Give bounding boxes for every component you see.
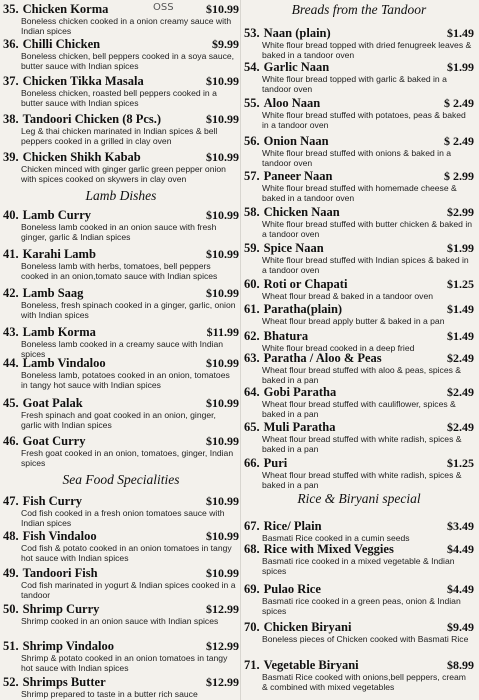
menu-item xyxy=(3,675,239,700)
menu-item-name xyxy=(244,351,382,366)
menu-item-number: 39. xyxy=(3,150,19,164)
menu-item-price: $2.49 xyxy=(447,351,474,365)
menu-item-price: $10.99 xyxy=(206,74,239,88)
menu-item-number: 42. xyxy=(3,286,19,300)
menu-item-title: Aloo Naan xyxy=(263,96,321,110)
menu-item-description: Wheat flour bread stuffed with cauliflower, spices & baked in a pan xyxy=(262,399,456,419)
menu-item xyxy=(3,566,239,600)
menu-item-number: 52. xyxy=(3,675,19,689)
menu-item-header xyxy=(244,96,474,111)
menu-item-name xyxy=(244,96,320,111)
menu-item-number: 56. xyxy=(244,134,260,148)
menu-item-price: $9.49 xyxy=(447,620,474,634)
menu-item-number: 36. xyxy=(3,37,19,51)
menu-item-header xyxy=(3,247,239,262)
menu-item-name xyxy=(3,566,98,581)
menu-item-price: $12.99 xyxy=(206,639,239,653)
menu-item-price: $11.99 xyxy=(206,325,239,339)
menu-item-price: $10.99 xyxy=(206,286,239,300)
menu-item xyxy=(244,329,474,354)
section-title-rice-biryani: Rice & Biryani special xyxy=(297,491,421,506)
menu-item-number: 59. xyxy=(244,241,260,255)
menu-item-number: 40. xyxy=(3,208,19,222)
menu-item-header xyxy=(244,351,474,366)
menu-item xyxy=(3,74,239,108)
menu-item-name xyxy=(3,286,83,301)
menu-item xyxy=(244,277,474,302)
menu-item-description: White flour bread stuffed with Indian spices & baked in a tandoor oven xyxy=(262,255,469,275)
menu-item-price: $12.99 xyxy=(206,675,239,689)
menu-item-price: $ 2.49 xyxy=(444,134,474,148)
menu-item xyxy=(244,134,474,168)
menu-item xyxy=(3,286,239,320)
menu-item-price: $12.99 xyxy=(206,602,239,616)
menu-item-name xyxy=(244,26,331,41)
menu-item-price: $10.99 xyxy=(206,2,239,16)
menu-item-description: Boneless, fresh spinach cooked in a ginger, garlic, onion with Indian spices xyxy=(21,300,236,320)
menu-item-header xyxy=(3,494,239,509)
menu-item-title: Fish Vindaloo xyxy=(22,529,97,543)
menu-item-title: Onion Naan xyxy=(263,134,329,148)
menu-item-header xyxy=(3,2,239,17)
menu-item xyxy=(3,112,239,146)
menu-item xyxy=(244,96,474,130)
menu-item-title: Shrimp Vindaloo xyxy=(22,639,114,653)
menu-item-name xyxy=(244,241,324,256)
menu-item-title: Spice Naan xyxy=(263,241,324,255)
menu-item-price: $10.99 xyxy=(206,494,239,508)
menu-item-number: 48. xyxy=(3,529,19,543)
menu-item-title: Chicken Tikka Masala xyxy=(22,74,144,88)
menu-item-name xyxy=(3,325,96,340)
menu-item-header xyxy=(3,286,239,301)
menu-item-name xyxy=(3,247,96,262)
menu-item-title: Karahi Lamb xyxy=(22,247,96,261)
menu-item-header xyxy=(3,112,239,127)
menu-item-number: 65. xyxy=(244,420,260,434)
menu-item-price: $1.25 xyxy=(447,277,474,291)
menu-item-header xyxy=(244,169,474,184)
menu-item xyxy=(3,602,239,627)
menu-item-description: Basmati rice cooked in a green peas, onion & Indian spices xyxy=(262,596,461,616)
menu-item-description: Boneless lamb, potatoes cooked in an onion, tomatoes in tangy hot sauce with Indian spices xyxy=(21,370,230,390)
menu-item-price: $ 2.99 xyxy=(444,169,474,183)
menu-item-description: White flour bread stuffed with potatoes, peas & baked in a tandoor oven xyxy=(262,110,466,130)
menu-item xyxy=(244,542,474,576)
menu-item-price: $10.99 xyxy=(206,208,239,222)
menu-item-name xyxy=(3,74,144,89)
menu-item-price: $4.49 xyxy=(447,582,474,596)
menu-item-header xyxy=(3,37,239,52)
menu-item-title: Rice/ Plain xyxy=(263,519,322,533)
menu-item xyxy=(3,325,239,359)
menu-item-name xyxy=(3,494,82,509)
menu-item-name xyxy=(244,620,352,635)
menu-item-name xyxy=(3,602,99,617)
menu-item-title: Lamb Curry xyxy=(22,208,92,222)
menu-item-title: Goat Palak xyxy=(22,396,83,410)
handwritten-note: OSS xyxy=(153,2,174,13)
menu-item-title: Lamb Saag xyxy=(22,286,84,300)
menu-item-description: Fresh goat cooked in an onion, tomatoes, ginger, Indian spices xyxy=(21,448,234,468)
menu-item-title: Bhatura xyxy=(263,329,309,343)
menu-item-title: Chicken Biryani xyxy=(263,620,352,634)
menu-item-name xyxy=(244,60,329,75)
menu-item-description: Boneless lamb cooked in a creamy sauce with Indian spices xyxy=(21,339,224,359)
menu-item-price: $2.49 xyxy=(447,420,474,434)
menu-item-header xyxy=(3,150,239,165)
menu-item xyxy=(244,519,474,544)
menu-item-header xyxy=(244,519,474,534)
menu-item-title: Shrimp Curry xyxy=(22,602,100,616)
menu-item-description: Fresh spinach and goat cooked in an onion, ginger, garlic with Indian spices xyxy=(21,410,216,430)
menu-item-number: 55. xyxy=(244,96,260,110)
menu-item-price: $10.99 xyxy=(206,434,239,448)
menu-item-name xyxy=(244,134,329,149)
menu-item-title: Tandoori Chicken (8 Pcs.) xyxy=(22,112,162,126)
menu-item-price: $10.99 xyxy=(206,566,239,580)
menu-item-description: White flour bread topped with garlic & baked in a tandoor oven xyxy=(262,74,447,94)
menu-item-number: 71. xyxy=(244,658,260,672)
menu-item-number: 38. xyxy=(3,112,19,126)
menu-item-description: Cod fish cooked in a fresh onion tomatoes sauce with Indian spices xyxy=(21,508,225,528)
menu-item-name xyxy=(244,302,342,317)
menu-item xyxy=(3,494,239,528)
menu-item-description: Basmati Rice cooked in a cumin seeds xyxy=(262,533,410,543)
menu-item-price: $ 2.49 xyxy=(444,96,474,110)
menu-item-number: 63. xyxy=(244,351,260,365)
menu-item-title: Paratha(plain) xyxy=(263,302,343,316)
menu-item-header xyxy=(244,620,474,635)
menu-item-price: $10.99 xyxy=(206,247,239,261)
menu-item-price: $9.99 xyxy=(212,37,239,51)
menu-item-title: Fish Curry xyxy=(22,494,82,508)
menu-item-header xyxy=(3,675,239,690)
menu-item-title: Garlic Naan xyxy=(263,60,330,74)
menu-item xyxy=(244,582,474,616)
menu-item xyxy=(3,150,239,184)
menu-item-name xyxy=(244,519,322,534)
menu-item-header xyxy=(3,208,239,223)
menu-item-description: Boneless lamb cooked in an onion sauce with fresh ginger, garlic & Indian spices xyxy=(21,222,217,242)
menu-item-number: 53. xyxy=(244,26,260,40)
menu-item-header xyxy=(3,356,239,371)
menu-item-name xyxy=(3,434,85,449)
menu-item-description: Shrimp & potato cooked in an onion tomatoes in tangy hot sauce with Indian spices xyxy=(21,653,228,673)
menu-item-header xyxy=(3,325,239,340)
menu-item-description: White flour bread stuffed with homemade cheese & baked in a tandoor oven xyxy=(262,183,457,203)
menu-item-title: Paratha / Aloo & Peas xyxy=(263,351,382,365)
menu-item-title: Chicken Korma xyxy=(22,2,109,16)
menu-item-name xyxy=(244,582,321,597)
menu-item-number: 66. xyxy=(244,456,260,470)
menu-item-header xyxy=(244,277,474,292)
menu-item-description: Basmati Rice cooked with onions,bell peppers, cream & combined with mixed vegetables xyxy=(262,672,466,692)
menu-item xyxy=(244,420,474,454)
menu-item-description: Wheat flour bread apply butter & baked in a pan xyxy=(262,316,445,326)
menu-item-number: 49. xyxy=(3,566,19,580)
menu-item-title: Rice with Mixed Veggies xyxy=(263,542,394,556)
menu-item-name xyxy=(3,37,100,52)
menu-item-description: Chicken minced with ginger garlic green pepper onion with spices cooked on skywers in clay oven xyxy=(21,164,226,184)
menu-item-price: $1.99 xyxy=(447,241,474,255)
menu-item-number: 41. xyxy=(3,247,19,261)
menu-item-title: Vegetable Biryani xyxy=(263,658,359,672)
menu-item-title: Tandoori Fish xyxy=(22,566,98,580)
menu-item-header xyxy=(244,302,474,317)
menu-item-name xyxy=(3,675,106,690)
section-title-sea-food: Sea Food Specialities xyxy=(62,472,180,487)
menu-item-number: 50. xyxy=(3,602,19,616)
menu-item-description: Wheat flour bread stuffed with white radish, spices & baked in a pan xyxy=(262,434,462,454)
menu-item-header xyxy=(244,582,474,597)
menu-item-number: 54. xyxy=(244,60,260,74)
menu-item-name xyxy=(244,329,308,344)
menu-item-header xyxy=(244,134,474,149)
menu-item-number: 35. xyxy=(3,2,19,16)
menu-item xyxy=(244,456,474,490)
menu-item-number: 43. xyxy=(3,325,19,339)
menu-item xyxy=(3,2,239,36)
menu-item-description: Cod fish marinated in yogurt & Indian spices cooked in a tandoor xyxy=(21,580,236,600)
menu-item-header xyxy=(3,639,239,654)
menu-item xyxy=(244,205,474,239)
menu-item-price: $1.25 xyxy=(447,456,474,470)
menu-item-title: Paneer Naan xyxy=(263,169,333,183)
menu-item-name xyxy=(3,2,108,17)
menu-item xyxy=(244,351,474,385)
menu-item xyxy=(3,37,239,71)
menu-item xyxy=(244,241,474,275)
menu-item-header xyxy=(244,456,474,471)
menu-item xyxy=(244,60,474,94)
menu-item-number: 46. xyxy=(3,434,19,448)
menu-item xyxy=(3,529,239,563)
menu-item-name xyxy=(244,658,359,673)
menu-item-name xyxy=(3,396,83,411)
menu-item-price: $10.99 xyxy=(206,396,239,410)
menu-item-description: Boneless chicken, roasted bell peppers cooked in a butter sauce with Indian spices xyxy=(21,88,217,108)
menu-item-name xyxy=(244,420,336,435)
menu-item xyxy=(244,169,474,203)
menu-item-name xyxy=(3,356,106,371)
menu-item-header xyxy=(244,658,474,673)
menu-item-number: 69. xyxy=(244,582,260,596)
menu-item-name xyxy=(3,112,161,127)
menu-item-name xyxy=(3,529,97,544)
menu-item-price: $1.49 xyxy=(447,329,474,343)
menu-item-title: Chilli Chicken xyxy=(22,37,101,51)
menu-item-header xyxy=(3,434,239,449)
menu-item xyxy=(244,620,474,645)
menu-item-title: Puri xyxy=(263,456,288,470)
menu-item-header xyxy=(244,420,474,435)
menu-item xyxy=(3,247,239,281)
menu-item-title: Pulao Rice xyxy=(263,582,321,596)
menu-item xyxy=(3,434,239,468)
menu-item-price: $10.99 xyxy=(206,112,239,126)
menu-item-price: $2.49 xyxy=(447,385,474,399)
menu-item-number: 61. xyxy=(244,302,260,316)
menu-item-title: Gobi Paratha xyxy=(263,385,337,399)
menu-item-number: 67. xyxy=(244,519,260,533)
menu-item-price: $8.99 xyxy=(447,658,474,672)
menu-item-number: 70. xyxy=(244,620,260,634)
menu-item-title: Goat Curry xyxy=(22,434,86,448)
menu-item-price: $1.49 xyxy=(447,26,474,40)
menu-item-price: $4.49 xyxy=(447,542,474,556)
section-title-lamb-dishes: Lamb Dishes xyxy=(85,188,157,203)
menu-item-description: Basmati rice cooked in a mixed vegetable & Indian spices xyxy=(262,556,455,576)
menu-item-price: $10.99 xyxy=(206,529,239,543)
menu-item xyxy=(3,356,239,390)
menu-item-title: Chicken Naan xyxy=(263,205,340,219)
menu-item xyxy=(244,658,474,692)
section-title-breads: Breads from the Tandoor xyxy=(291,2,427,17)
menu-item-title: Lamb Korma xyxy=(22,325,96,339)
menu-item-price: $1.49 xyxy=(447,302,474,316)
menu-item-name xyxy=(244,385,336,400)
menu-item-name xyxy=(244,205,340,220)
menu-item-name xyxy=(3,639,114,654)
menu-item-description: Boneless lamb with herbs, tomatoes, bell peppers cooked in an onion,tomato sauce with Indian spices xyxy=(21,261,218,281)
menu-item xyxy=(244,385,474,419)
menu-item-header xyxy=(3,602,239,617)
menu-item-title: Lamb Vindaloo xyxy=(22,356,106,370)
menu-item-description: White flour bread stuffed with butter chicken & baked in a tandoor oven xyxy=(262,219,473,239)
menu-item xyxy=(244,302,474,327)
menu-item-number: 57. xyxy=(244,169,260,183)
menu-item-header xyxy=(244,26,474,41)
menu-item-description: Wheat flour bread & baked in a tandoor oven xyxy=(262,291,434,301)
menu-item-price: $10.99 xyxy=(206,356,239,370)
menu-item-number: 58. xyxy=(244,205,260,219)
menu-item-description: White flour bread topped with dried fenugreek leaves & baked in a tandoor oven xyxy=(262,40,472,60)
menu-item-price: $1.99 xyxy=(447,60,474,74)
menu-item-header xyxy=(3,566,239,581)
menu-item-description: Wheat flour bread stuffed with white radish, spices & baked in a pan xyxy=(262,470,462,490)
menu-item-number: 51. xyxy=(3,639,19,653)
menu-item-price: $10.99 xyxy=(206,150,239,164)
menu-item-header xyxy=(3,529,239,544)
menu-item-title: Chicken Shikh Kabab xyxy=(22,150,141,164)
menu-item-price: $3.49 xyxy=(447,519,474,533)
menu-item xyxy=(244,26,474,60)
menu-item-description: Cod fish & potato cooked in an onion tomatoes in tangy hot sauce with Indian spices xyxy=(21,543,232,563)
menu-item-description: Boneless chicken, bell peppers cooked in a soya sauce, butter sauce with Indian spices xyxy=(21,51,235,71)
menu-item-header xyxy=(244,241,474,256)
menu-item-number: 64. xyxy=(244,385,260,399)
menu-item-title: Muli Paratha xyxy=(263,420,336,434)
menu-item-header xyxy=(3,74,239,89)
menu-item-header xyxy=(244,60,474,75)
menu-item-description: Shrimp prepared to taste in a butter rich sauce xyxy=(21,689,198,699)
menu-item-description: Leg & thai chicken marinated in Indian spices & bell peppers cooked in a grilled in clay oven xyxy=(21,126,218,146)
menu-item-number: 45. xyxy=(3,396,19,410)
menu-item-description: Wheat flour bread stuffed with aloo & peas, spices & baked in a pan xyxy=(262,365,462,385)
page-fold-line xyxy=(240,0,241,700)
menu-item-title: Roti or Chapati xyxy=(263,277,348,291)
menu-item-description: Boneless pieces of Chicken cooked with Basmati Rice xyxy=(262,634,469,644)
menu-item-number: 44. xyxy=(3,356,19,370)
menu-item-number: 60. xyxy=(244,277,260,291)
menu-item-header xyxy=(244,205,474,220)
menu-item-name xyxy=(3,150,141,165)
menu-item-description: Shrimp cooked in an onion sauce with Indian spices xyxy=(21,616,219,626)
menu-item-name xyxy=(244,169,333,184)
menu-item-description: White flour bread cooked in a deep fried xyxy=(262,343,415,353)
menu-item xyxy=(3,639,239,673)
menu-item-header xyxy=(3,396,239,411)
menu-item-number: 62. xyxy=(244,329,260,343)
menu-item-number: 68. xyxy=(244,542,260,556)
menu-item-name xyxy=(244,277,347,292)
menu-item xyxy=(3,396,239,430)
menu-item-number: 37. xyxy=(3,74,19,88)
menu-item-name xyxy=(244,542,394,557)
menu-item-number: 47. xyxy=(3,494,19,508)
menu-item-header xyxy=(244,329,474,344)
menu-item-name xyxy=(244,456,287,471)
menu-item-description: Boneless chicken cooked in a onion creamy sauce with Indian spices xyxy=(21,16,232,36)
menu-item-header xyxy=(244,385,474,400)
menu-item-price: $2.99 xyxy=(447,205,474,219)
menu-item-title: Shrimps Butter xyxy=(22,675,106,689)
menu-item-name xyxy=(3,208,91,223)
menu-item-header xyxy=(244,542,474,557)
menu-item xyxy=(3,208,239,242)
menu-item-title: Naan (plain) xyxy=(263,26,331,40)
menu-item-description: White flour bread stuffed with onions & baked in a tandoor oven xyxy=(262,148,452,168)
